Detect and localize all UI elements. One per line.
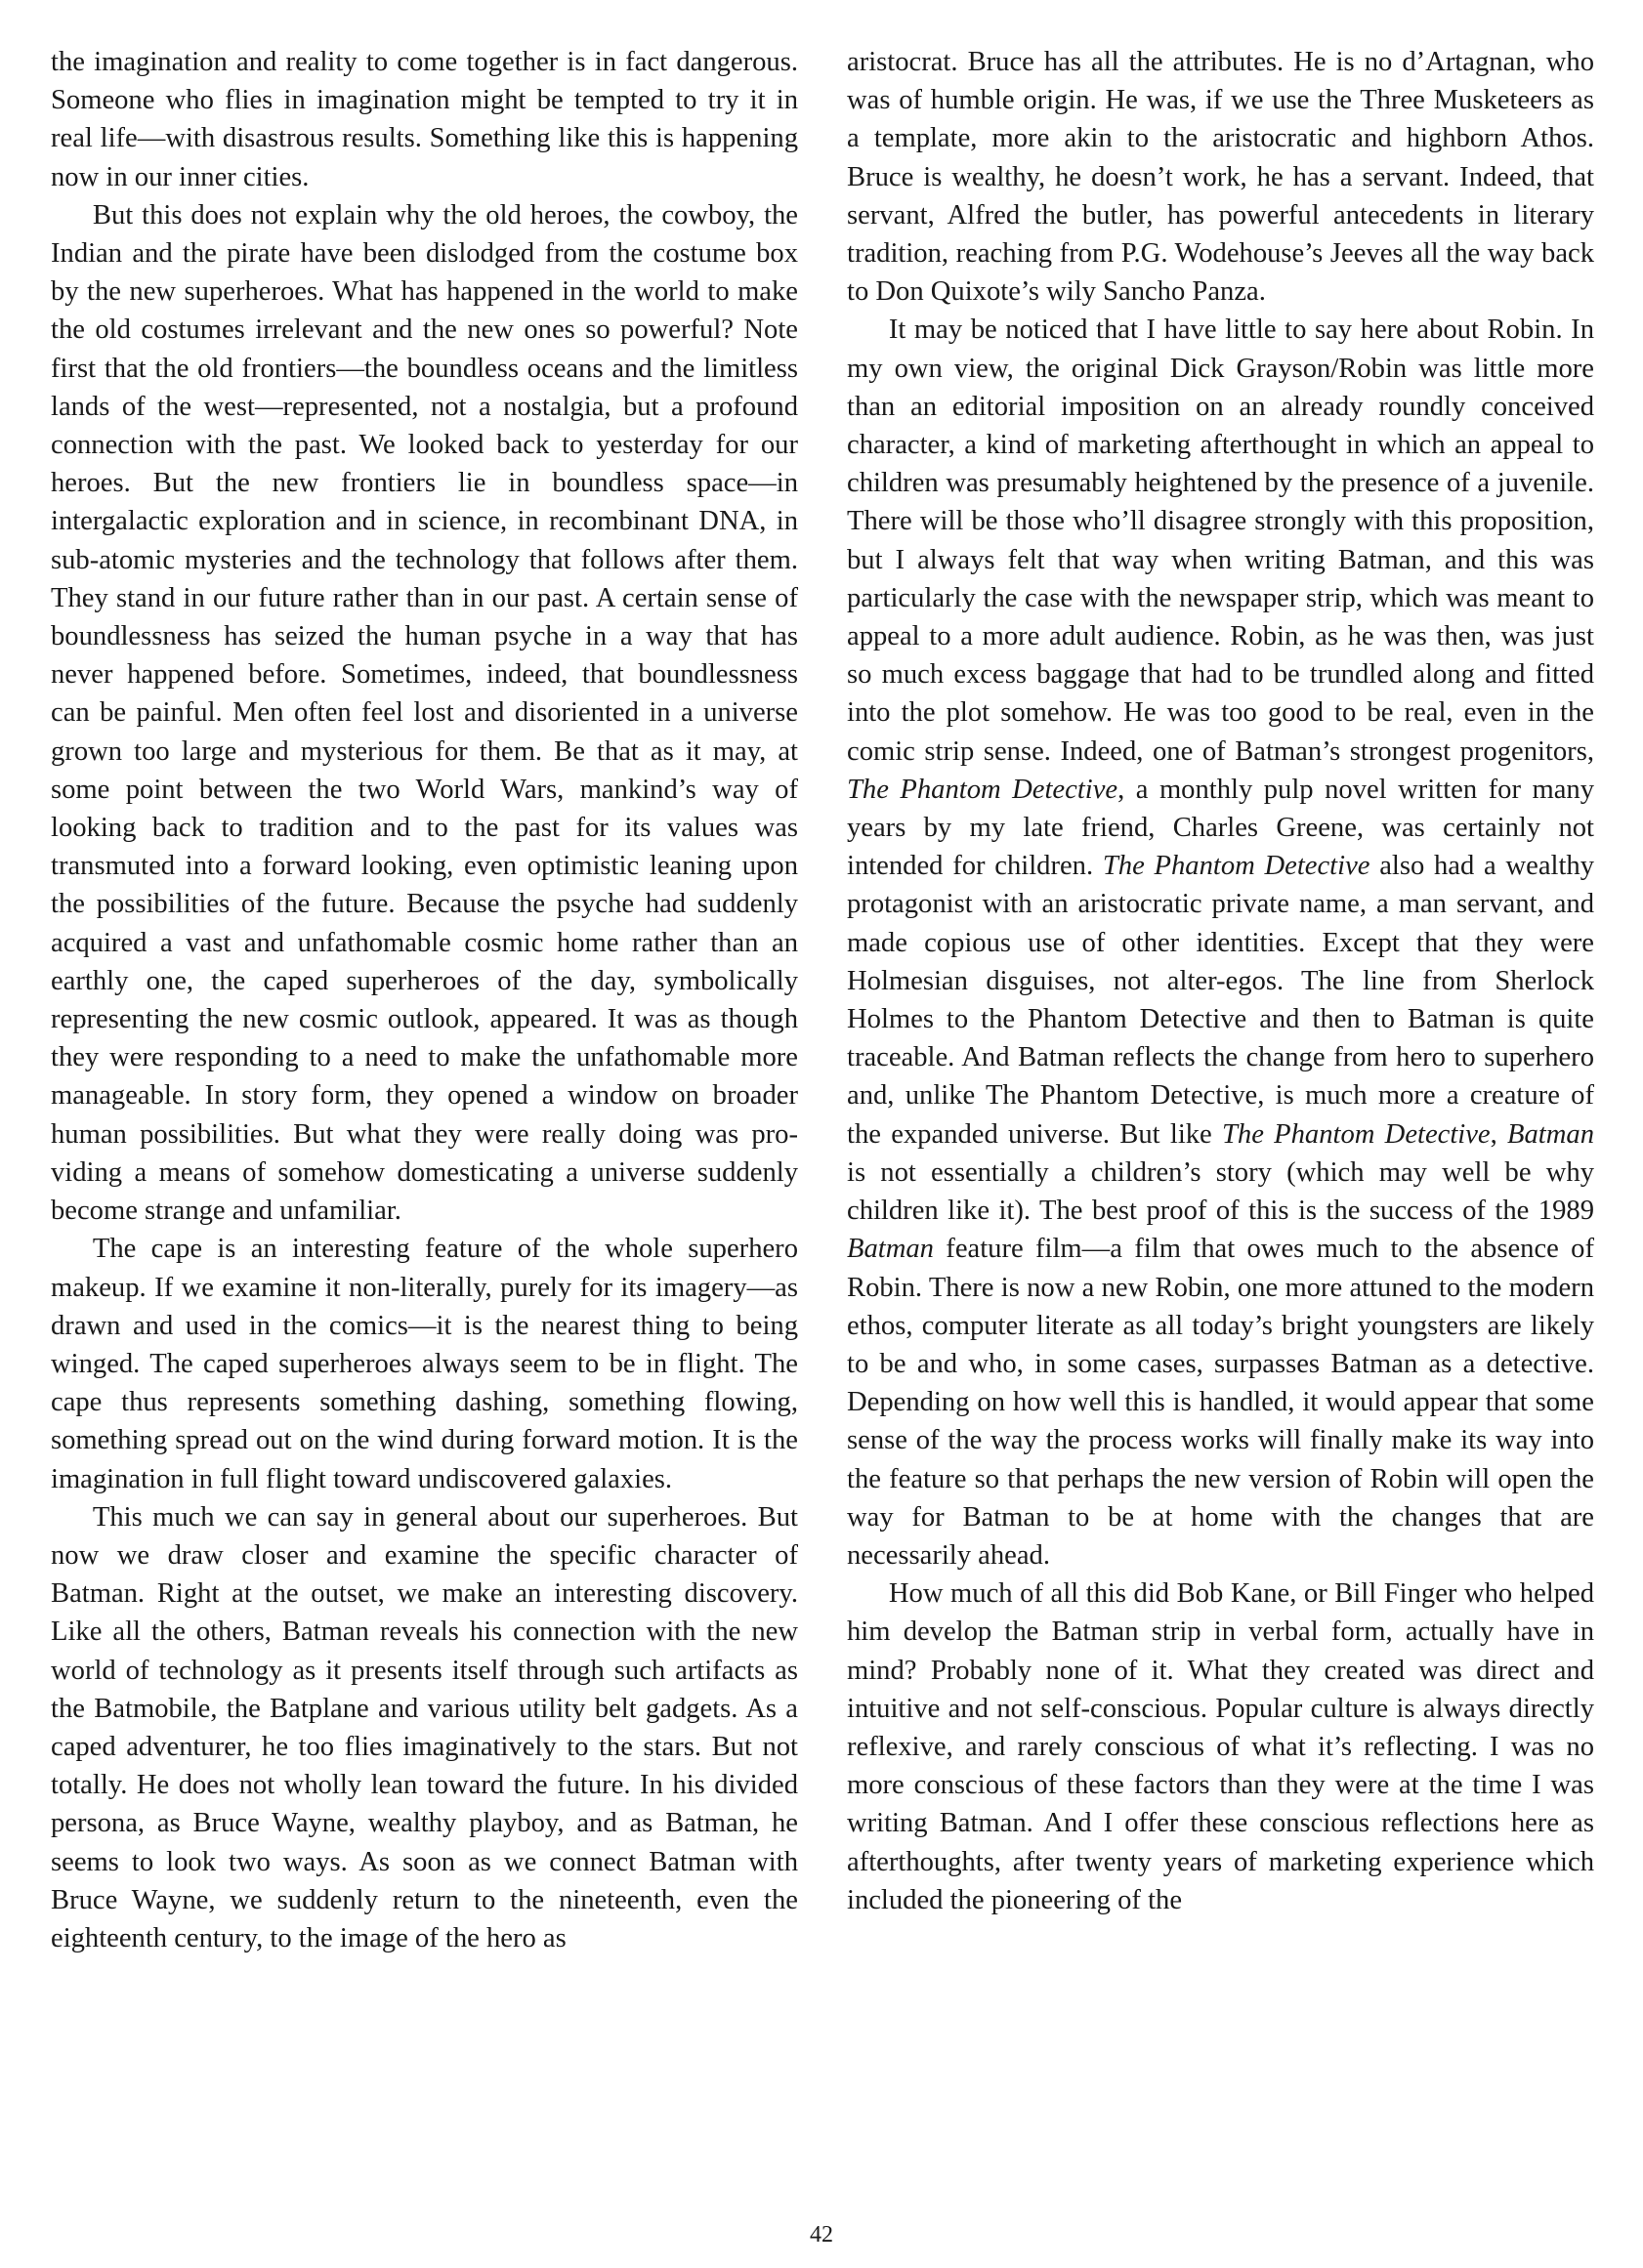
left-paragraph-2: But this does not explain why the old heroes, the cowboy, the Indian and the pirate have been dislodged from the costume box by the new superheroes. What has happened in the world to make the old costumes irrelevant and the new ones so powerful? Note first that the old frontiers—the boundless oceans and the limitless lands of the west—represented, not a nostalgia, but a profound connection with the past. We looked back to yesterday for our heroes. But the new frontiers lie in boundless space—in intergalactic exploration and in science, in recombinant DNA, in sub-atomic mysteries and the technology that follows after them. They stand in our future rather than in our past. A certain sense of boundlessness has seized the human psyche in a way that has never happened before. Sometimes, indeed, that boundlessness can be painful. Men often feel lost and disoriented in a universe grown too large and mysterious for them. Be that as it may, at some point between the two World Wars, mankind’s way of looking back to tradition and to the past for its values was transmuted into a forward looking, even optimistic leaning upon the possibilities of the future. Because the psyche had suddenly acquired a vast and unfathomable cosmic home rather than an earthly one, the caped superheroes of the day, symbolically representing the new cosmic outlook, appeared. It was as though they were responding to a need to make the unfathomable more manageable. In story form, they opened a window on broader human possibilities. But what they were really doing was providing a means of somehow domesticating a universe suddenly become strange and unfamiliar. — [51, 199, 798, 1227]
left-paragraph-3: The cape is an interesting feature of the whole superhero makeup. If we examine it non-literally, purely for its imagery—as drawn and used in the comics—it is the nearest thing to being winged. The caped superheroes always seem to be in flight. The cape thus represents something dashing, something flowing, something spread out on the wind during forward motion. It is the imagination in full flight toward undiscovered galaxies. — [51, 1234, 798, 1494]
left-column — [51, 43, 798, 1957]
right-paragraph-1: aristocrat. Bruce has all the attributes. He is no d’Artagnan, who was of humble origin. He was, if we use the Three Musketeers as a template, more akin to the aristocratic and highborn Athos. Bruce is wealthy, he doesn’t work, he has a servant. Indeed, that servant, Alfred the butler, has powerful antecedents in literary tradition, reaching from P.G. Wodehouse’s Jeeves all the way back to Don Quixote’s wily Sancho Panza. — [847, 47, 1594, 308]
italic-title: Batman — [1507, 1118, 1594, 1150]
text-run: also had a wealthy protagonist with an aristocratic private name, a man servant, and made copious use of other identities. Except that they were Holmesian disguises, not alter-egos. The line from Sherlock Holmes to the Phantom Detective and then to Batman is quite traceable. And Batman reflects the change from hero to superhero and, unlike The Phantom Detective, is much more a creature of the expanded universe. But like — [847, 851, 1594, 1150]
right-paragraph-2 — [847, 311, 1594, 1575]
right-paragraph-3: How much of all this did Bob Kane, or Bill Finger who helped him develop the Batman strip in verbal form, actually have in mind? Probably none of it. What they created was direct and intuitive and not self-conscious. Popular culture is always directly reflexive, and rarely conscious of what it’s reflecting. I was no more conscious of these factors than they were at the time I was writing Batman. And I offer these conscious reflections here as afterthoughts, after twenty years of marketing experience which included the pioneering of the — [847, 1578, 1594, 1915]
text-run: , — [1490, 1118, 1508, 1150]
text-run: It may be noticed that I have little to say here about Robin. In my own view, the original Dick Grayson/Robin was little more than an editorial imposition on an already roundly conceived character, a kind of marketing afterthought in which an appeal to children was presumably heightened by the presence of a juvenile. There will be those who’ll disagree strongly with this proposition, but I always felt that way when writing Batman, and this was particularly the case with the newspaper strip, which was meant to appeal to a more adult audience. Robin, as he was then, was just so much excess baggage that had to be trundled along and fitted into the plot somehow. He was too good to be real, even in the comic strip sense. Indeed, one of Batman’s strongest progenitors, — [847, 315, 1594, 767]
text-run: feature film—a film that owes much to the absence of Robin. There is now a new Robin, one more attuned to the modern ethos, computer literate as all today’s bright youngsters are likely to be and who, in some cases, surpasses Batman as a detective. Depending on how well this is handled, it would appear that some sense of the way the process works will finally make its way into the feature so that perhaps the new version of Robin will open the way for Batman to be at home with the changes that are necessarily ahead. — [847, 1234, 1594, 1571]
left-paragraph-1: the imagination and reality to come together is in fact dangerous. Someone who flies in imagination might be tempted to try it in real life—with disastrous results. Something like this is happening now in our inner cities. — [51, 47, 798, 192]
right-column — [847, 43, 1594, 1919]
italic-title: The Phantom Detective — [1102, 851, 1370, 882]
page-number: 42 — [810, 2222, 833, 2247]
italic-title: The Phantom Detective — [1222, 1118, 1491, 1150]
text-run: , a monthly pulp novel written for many years by my late friend, Charles Greene, was certainly not intended for children. — [847, 774, 1595, 882]
italic-title: The Phantom Detective — [847, 774, 1118, 805]
text-run: is not essentially a children’s story (which may well be why children like it). The best proof of this is the success of the 1989 — [847, 1156, 1594, 1227]
left-paragraph-4: This much we can say in general about our superheroes. But now we draw closer and examine the specific character of Batman. Right at the outset, we make an interesting discovery. Like all the others, Batman reveals his connection with the new world of technology as it presents itself through such artifacts as the Batmobile, the Batplane and various utility belt gadgets. As a caped adventurer, he too flies imaginatively to the stars. But not totally. He does not wholly lean toward the future. In his divided persona, as Bruce Wayne, wealthy playboy, and as Batman, he seems to look two ways. As soon as we connect Batman with Bruce Wayne, we suddenly return to the nineteenth, even the eighteenth century, to the image of the hero as — [51, 1501, 798, 1953]
italic-title: Batman — [847, 1234, 934, 1265]
